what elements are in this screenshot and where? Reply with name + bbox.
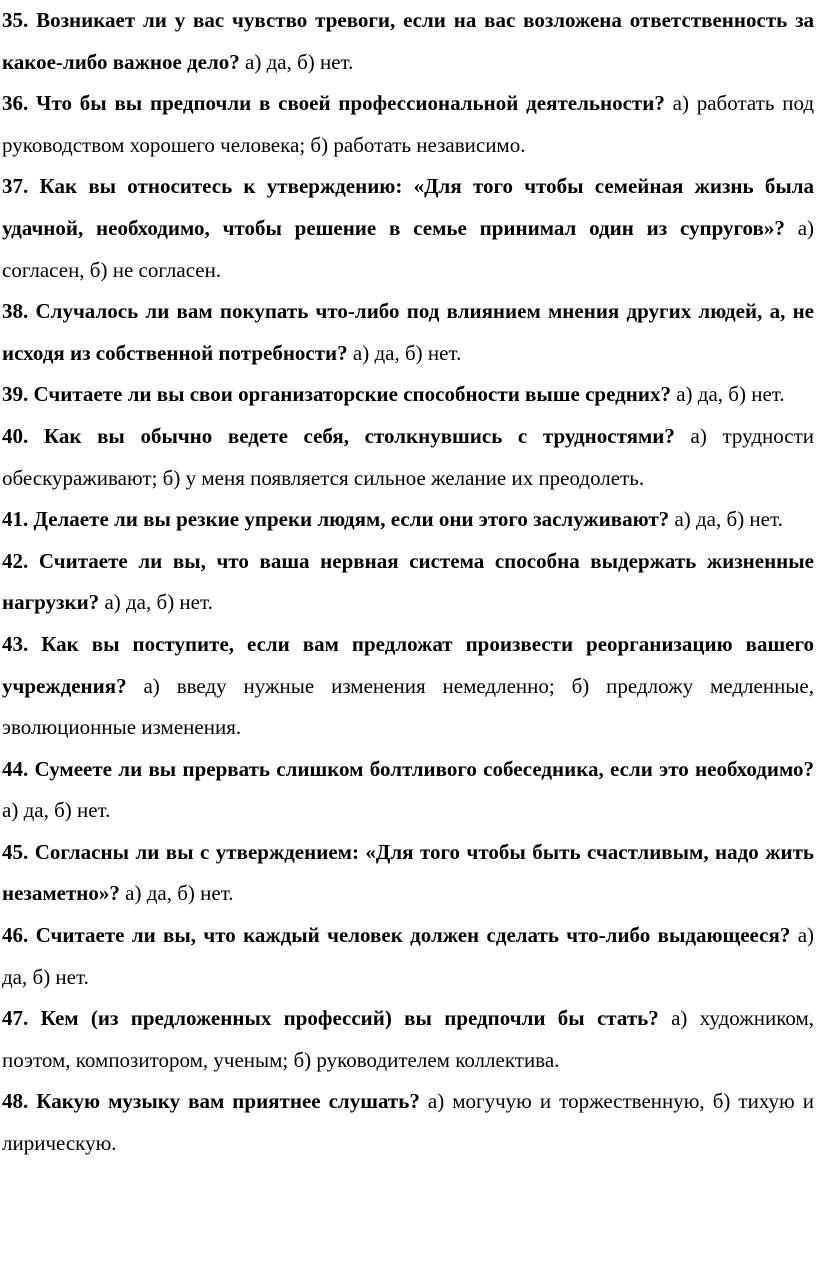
question-number: 40. (2, 423, 29, 448)
answer-options: а) работать под руководством хорошего человека; б) работать независимо. (2, 91, 815, 157)
question-number: 39. (2, 382, 29, 407)
question-text: Согласны ли вы с утверждением: «Для того чтобы быть счастливым, надо жить незаметно»? (2, 839, 815, 906)
question-number: 46. (2, 923, 29, 948)
question-number: 48. (2, 1089, 29, 1114)
answer-options: а) да, б) нет. (245, 49, 354, 74)
answer-options: а) да, б) нет. (104, 590, 213, 615)
answer-options: а) согласен, б) не согласен. (2, 215, 815, 282)
question-number: 44. (2, 756, 29, 781)
question-43 (2, 624, 814, 749)
question-35 (2, 0, 814, 83)
question-number: 36. (2, 91, 29, 116)
question-text: Какую музыку вам приятнее слушать? (36, 1089, 420, 1114)
question-text: Кем (из предложенных профессий) вы предпочли бы стать? (40, 1006, 659, 1031)
question-48 (2, 1081, 814, 1164)
question-45 (2, 832, 814, 915)
question-44 (2, 749, 814, 832)
answer-options: а) да, б) нет. (352, 340, 462, 365)
question-text: Что бы вы предпочли в своей профессиональной деятельности? (36, 91, 665, 116)
question-text: Возникает ли у вас чувство тревоги, если на вас возложена ответственность за какое-либо важное дело? (2, 8, 815, 74)
question-40 (2, 416, 814, 499)
answer-options: а) да, б) нет. (125, 881, 234, 906)
question-number: 35. (2, 8, 29, 32)
question-number: 45. (2, 839, 29, 864)
answer-options: а) да, б) нет. (674, 507, 783, 532)
question-number: 42. (2, 548, 29, 573)
question-text: Как вы поступите, если вам предложат произвести реорганизацию вашего учреждения? (2, 631, 815, 698)
question-36 (2, 83, 814, 166)
answer-options: а) да, б) нет. (676, 382, 785, 407)
answer-options: а) да, б) нет. (2, 923, 815, 989)
answer-options: а) да, б) нет. (2, 798, 111, 823)
answer-options: а) художником, поэтом, композитором, ученым; б) руководителем коллектива. (2, 1006, 814, 1072)
question-38 (2, 291, 814, 374)
question-text: Делаете ли вы резкие упреки людям, если они этого заслуживают? (33, 507, 670, 532)
question-37 (2, 166, 814, 291)
question-number: 43. (2, 631, 29, 656)
question-text: Как вы обычно ведете себя, столкнувшись с трудностями? (43, 423, 675, 448)
question-46 (2, 915, 814, 998)
question-41 (2, 499, 814, 541)
question-text: Случалось ли вам покупать что-либо под влиянием мнения других людей, а, не исходя из собственной потребности? (2, 299, 815, 365)
question-number: 47. (2, 1006, 29, 1031)
question-text: Считаете ли вы, что каждый человек должен сделать что-либо выдающееся? (35, 923, 791, 948)
question-number: 41. (2, 507, 29, 532)
question-47 (2, 998, 814, 1081)
question-text: Считаете ли вы, что ваша нервная система способна выдержать жизненные нагрузки? (2, 548, 814, 615)
answer-options: а) введу нужные изменения немедленно; б) предложу медленные, эволюционные изменения. (2, 673, 814, 740)
question-42 (2, 541, 814, 624)
question-number: 38. (2, 299, 29, 324)
question-text: Сумеете ли вы прервать слишком болтливого собеседника, если это необходимо? (34, 756, 814, 781)
question-number: 37. (2, 174, 29, 199)
answer-options: а) трудности обескураживают; б) у меня появляется сильное желание их преодолеть. (2, 423, 814, 490)
question-text: Считаете ли вы свои организаторские способности выше средних? (33, 382, 671, 407)
answer-options: а) могучую и торжественную, б) тихую и лирическую. (2, 1089, 815, 1156)
question-39 (2, 374, 814, 416)
question-text: Как вы относитесь к утверждению: «Для того чтобы семейная жизнь была удачной, необходимо, чтобы решение в семье принимал один из супругов»? (2, 174, 815, 240)
